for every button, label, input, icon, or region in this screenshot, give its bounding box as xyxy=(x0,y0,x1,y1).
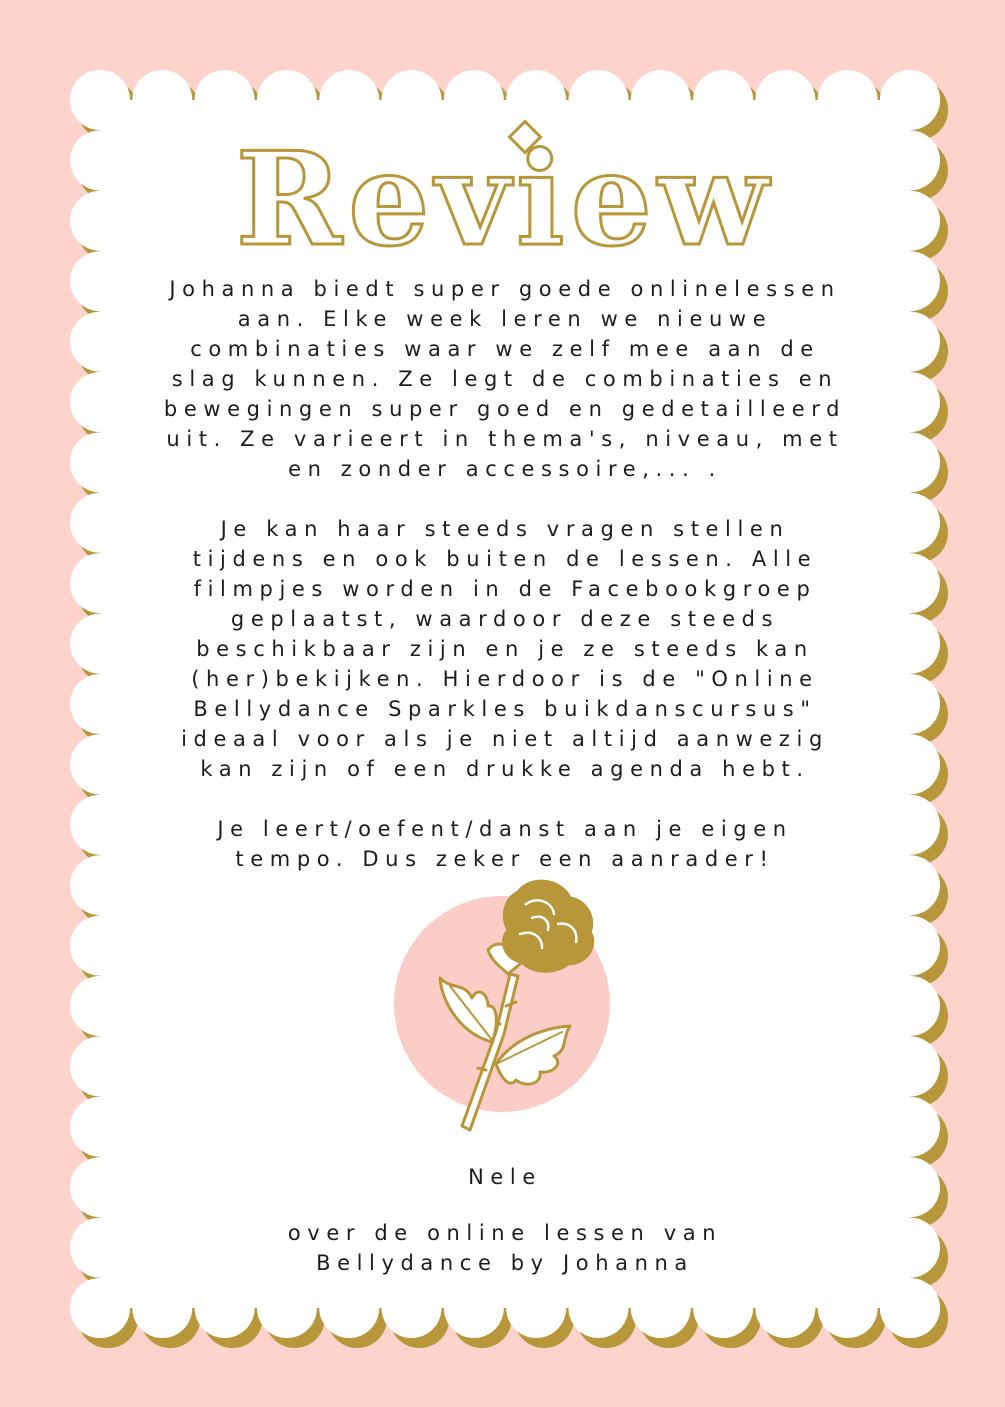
text-line: combinaties waar we zelf mee aan de xyxy=(190,337,820,361)
card-scallop xyxy=(257,1278,317,1338)
card-scallop xyxy=(755,1278,815,1338)
text-line: uit. Ze varieert in thema's, niveau, met xyxy=(166,427,844,451)
text-line: (her)bekijken. Hierdoor is de "Online xyxy=(191,667,819,691)
review-paragraph-3 xyxy=(100,814,910,874)
card-scallop xyxy=(506,1278,566,1338)
card-scallop xyxy=(880,1097,940,1157)
review-author: Nele xyxy=(468,1165,542,1189)
card-scallop xyxy=(132,1278,192,1338)
text-line: en zonder accessoire,... . xyxy=(288,457,722,481)
credit-line: over de online lessen van xyxy=(287,1221,723,1245)
text-line: ideaal voor als je niet altijd aanwezig xyxy=(181,727,829,751)
text-line: geplaatst, waardoor deze steeds xyxy=(230,607,780,631)
card-scallop xyxy=(319,1278,379,1338)
card-scallop xyxy=(70,1036,130,1096)
review-paragraph-1 xyxy=(100,274,910,484)
text-line: aan. Elke week leren we nieuwe xyxy=(237,307,773,331)
text-line: slag kunnen. Ze legt de combinaties en xyxy=(171,367,839,391)
card-scallop xyxy=(880,976,940,1036)
card-scallop xyxy=(880,1036,940,1096)
card-scallop xyxy=(70,1097,130,1157)
card-scallop xyxy=(70,976,130,1036)
card-scallop xyxy=(693,1278,753,1338)
rose-illustration xyxy=(392,874,616,1134)
text-line: Je leert/oefent/danst aan je eigen xyxy=(217,817,793,841)
card-scallop xyxy=(880,1278,940,1338)
card-scallop xyxy=(818,1278,878,1338)
text-line: kan zijn of een drukke agenda hebt. xyxy=(200,757,810,781)
review-credit xyxy=(100,1218,910,1278)
card-scallop xyxy=(70,1278,130,1338)
text-line: Bellydance Sparkles buikdanscursus" xyxy=(193,697,817,721)
text-line: Je kan haar steeds vragen stellen xyxy=(220,517,790,541)
review-title xyxy=(70,110,940,270)
card-scallop xyxy=(631,1278,691,1338)
card-scallop xyxy=(382,1278,442,1338)
card-scallop xyxy=(880,916,940,976)
text-line: tempo. Dus zeker een aanrader! xyxy=(235,847,775,871)
card-scallop xyxy=(568,1278,628,1338)
text-line: Johanna biedt super goede onlinelessen xyxy=(169,277,841,301)
text-line: beschikbaar zijn en je ze steeds kan xyxy=(196,637,814,661)
credit-line: Bellydance by Johanna xyxy=(316,1251,694,1275)
card-scallop xyxy=(444,1278,504,1338)
card-scallop xyxy=(70,916,130,976)
text-line: bewegingen super goed en gedetailleerd xyxy=(163,397,847,421)
card-scallop xyxy=(195,1278,255,1338)
text-line: filmpjes worden in de Facebookgroep xyxy=(193,577,817,601)
review-paragraph-2 xyxy=(100,514,910,784)
text-line: tijdens en ook buiten de lessen. Alle xyxy=(192,547,818,571)
page-title: Review xyxy=(235,125,775,270)
